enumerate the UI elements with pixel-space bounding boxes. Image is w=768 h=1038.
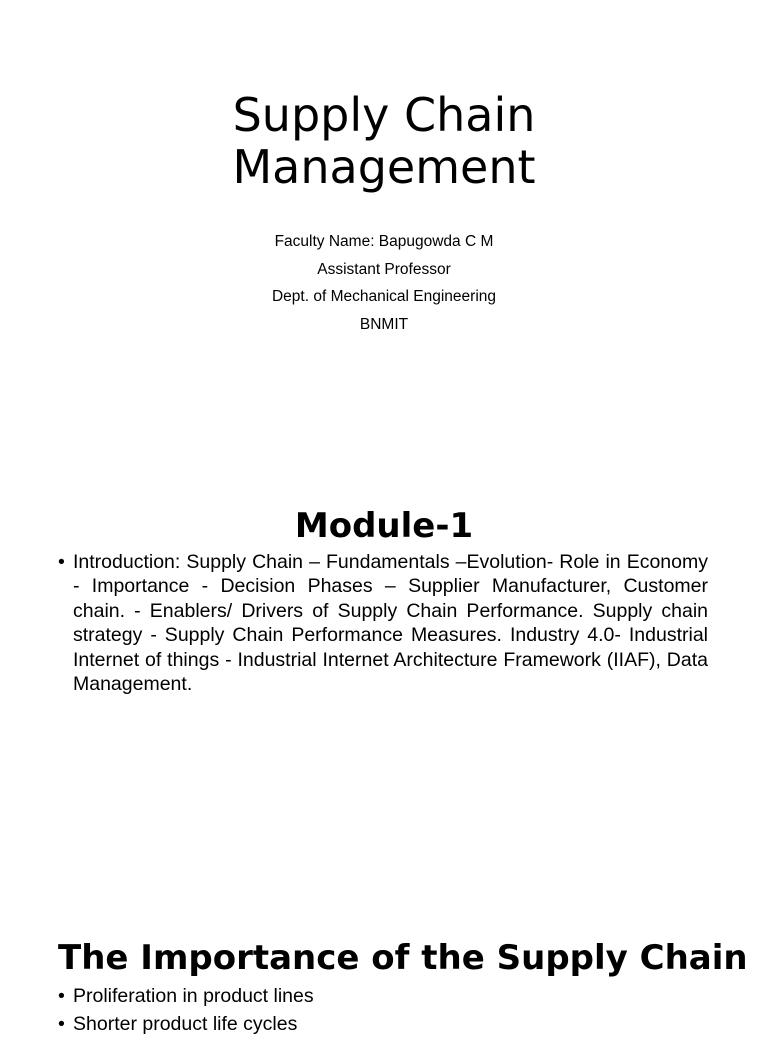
bullet-icon: • bbox=[58, 551, 65, 573]
section-title: The Importance of the Supply Chain bbox=[58, 938, 748, 979]
bullet-icon: • bbox=[58, 1013, 65, 1035]
title-slide bbox=[0, 0, 768, 420]
faculty-info bbox=[0, 228, 768, 338]
bullet-icon: • bbox=[58, 985, 65, 1007]
faculty-designation: Assistant Professor bbox=[317, 260, 451, 278]
bullet-text: Shorter product life cycles bbox=[73, 1013, 298, 1035]
list-item bbox=[58, 550, 708, 696]
importance-bullet-list bbox=[58, 982, 708, 1038]
faculty-name: Faculty Name: Bapugowda C M bbox=[274, 233, 494, 250]
module-slide bbox=[0, 420, 768, 860]
bullet-text: Proliferation in product lines bbox=[73, 985, 314, 1007]
faculty-department: Dept. of Mechanical Engineering bbox=[271, 288, 497, 305]
list-item bbox=[58, 1010, 708, 1038]
module-bullet-list bbox=[58, 550, 708, 696]
module-title: Module-1 bbox=[294, 506, 474, 547]
presentation-title bbox=[0, 89, 768, 193]
faculty-institution: BNMIT bbox=[359, 315, 409, 333]
list-item bbox=[58, 982, 708, 1010]
presentation-title-line: Management bbox=[232, 139, 536, 194]
importance-slide bbox=[0, 860, 768, 1035]
bullet-text: Introduction: Supply Chain – Fundamentals –Evolution- Role in Economy - Importance - Decision Phases – Supplier Manufacturer, Customer chain. - Enablers/ Drivers of Supply Chain Performance. Supply chain strategy - Supply Chain Performance Measures. Industry 4.0- Industrial Internet of things - Industrial Internet Architecture Framework (IIAF), Data Management. bbox=[73, 551, 708, 696]
presentation-title-line: Supply Chain bbox=[232, 87, 536, 142]
